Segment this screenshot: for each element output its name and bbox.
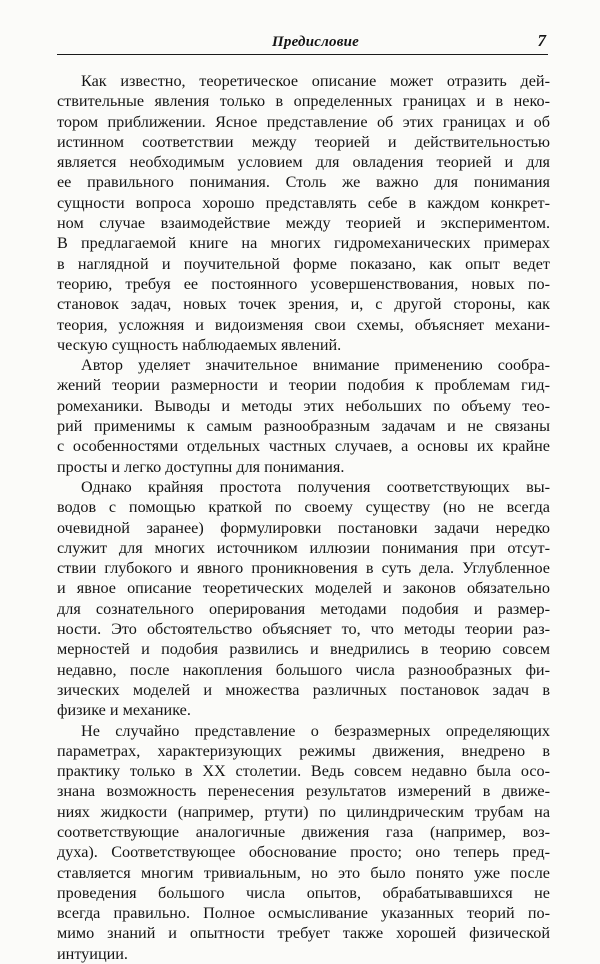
text-line: сущности вопроса хорошо представлять себе в каждом конкрет- — [57, 193, 550, 213]
paragraph — [57, 355, 550, 477]
text-line: интуиции. — [57, 944, 550, 964]
text-line: зических моделей и множества различных постановок задач в — [57, 680, 550, 700]
running-header — [57, 30, 548, 55]
page-number: 7 — [538, 31, 547, 51]
text-line: теория, усложняя и видоизменяя свои схемы, объясняет механи- — [57, 315, 550, 335]
text-line: знана возможность перенесения результатов измерений в движе- — [57, 781, 550, 801]
text-line: Однако крайняя простота получения соответствующих вы- — [57, 477, 550, 497]
text-line: тором приближении. Ясное представление об этих границах и об — [57, 112, 550, 132]
text-line: и явное описание теоретических моделей и законов обязательно — [57, 578, 550, 598]
text-line: ствительные явления только в определенных границах и в неко- — [57, 91, 550, 111]
text-line: служит для многих источником иллюзии понимания при отсут- — [57, 538, 550, 558]
text-line: жений теории размерности и теории подобия к проблемам гид- — [57, 375, 550, 395]
text-line: Автор уделяет значительное внимание применению сообра- — [57, 355, 550, 375]
text-line: очевидной заранее) формулировки постановки задачи нередко — [57, 518, 550, 538]
text-line: Как известно, теоретическое описание может отразить дей- — [57, 71, 550, 91]
paragraph — [57, 721, 550, 964]
text-line: является необходимым условием для овладения теорией и для — [57, 152, 550, 172]
text-line: соответствующие аналогичные движения газа (например, воз- — [57, 822, 550, 842]
text-line: ности. Это обстоятельство объясняет то, что методы теории раз- — [57, 619, 550, 639]
text-line: в наглядной и поучительной форме показано, как опыт ведет — [57, 254, 550, 274]
text-line: ромеханики. Выводы и методы этих небольших по объему тео- — [57, 396, 550, 416]
text-line: с особенностями отдельных частных случаев, а основы их крайне — [57, 436, 550, 456]
text-line: ставляется многим тривиальным, но это было понято уже после — [57, 863, 550, 883]
text-line: ческую сущность наблюдаемых явлений. — [57, 335, 550, 355]
text-line: духа). Соответствующее обоснование просто; оно теперь пред- — [57, 842, 550, 862]
text-line: для сознательного оперирования методами подобия и размер- — [57, 599, 550, 619]
text-line: просты и легко доступны для понимания. — [57, 457, 550, 477]
text-line: физике и механике. — [57, 700, 550, 720]
text-line: ниях жидкости (например, ртути) по цилиндрическим трубам на — [57, 802, 550, 822]
text-line: теорию, требуя ее постоянного усовершенствования, новых по- — [57, 274, 550, 294]
text-line: ее правильного понимания. Столь же важно для понимания — [57, 172, 550, 192]
text-line: недавно, после накопления большого числа разнообразных фи- — [57, 660, 550, 680]
text-line: параметрах, характеризующих режимы движения, внедрено в — [57, 741, 550, 761]
text-line: рий применимы к самым разнообразным задачам и не связаны — [57, 416, 550, 436]
text-line: ном случае взаимодействие между теорией и экспериментом. — [57, 213, 550, 233]
text-line: истинном соответствии между теорией и действительностью — [57, 132, 550, 152]
paragraph — [57, 477, 550, 721]
body-text — [57, 71, 550, 964]
text-line: ствии глубокого и явного проникновения в суть дела. Углубленное — [57, 558, 550, 578]
text-line: мимо знаний и опытности требует также хорошей физической — [57, 923, 550, 943]
text-line: водов с помощью краткой по своему существу (но не всегда — [57, 497, 550, 517]
text-line: Не случайно представление о безразмерных определяющих — [57, 721, 550, 741]
text-line: всегда правильно. Полное осмысливание указанных теорий по- — [57, 903, 550, 923]
paragraph — [57, 71, 550, 355]
header-title: Предисловие — [272, 34, 359, 51]
text-line: В предлагаемой книге на многих гидромеханических примерах — [57, 233, 550, 253]
text-line: мерностей и подобия развились и внедрились в теорию совсем — [57, 639, 550, 659]
text-line: практику только в XX столетии. Ведь совсем недавно была осо- — [57, 761, 550, 781]
text-line: проведения большого числа опытов, обрабатывавшихся не — [57, 883, 550, 903]
text-line: становок задач, новых точек зрения, и, с другой стороны, как — [57, 294, 550, 314]
